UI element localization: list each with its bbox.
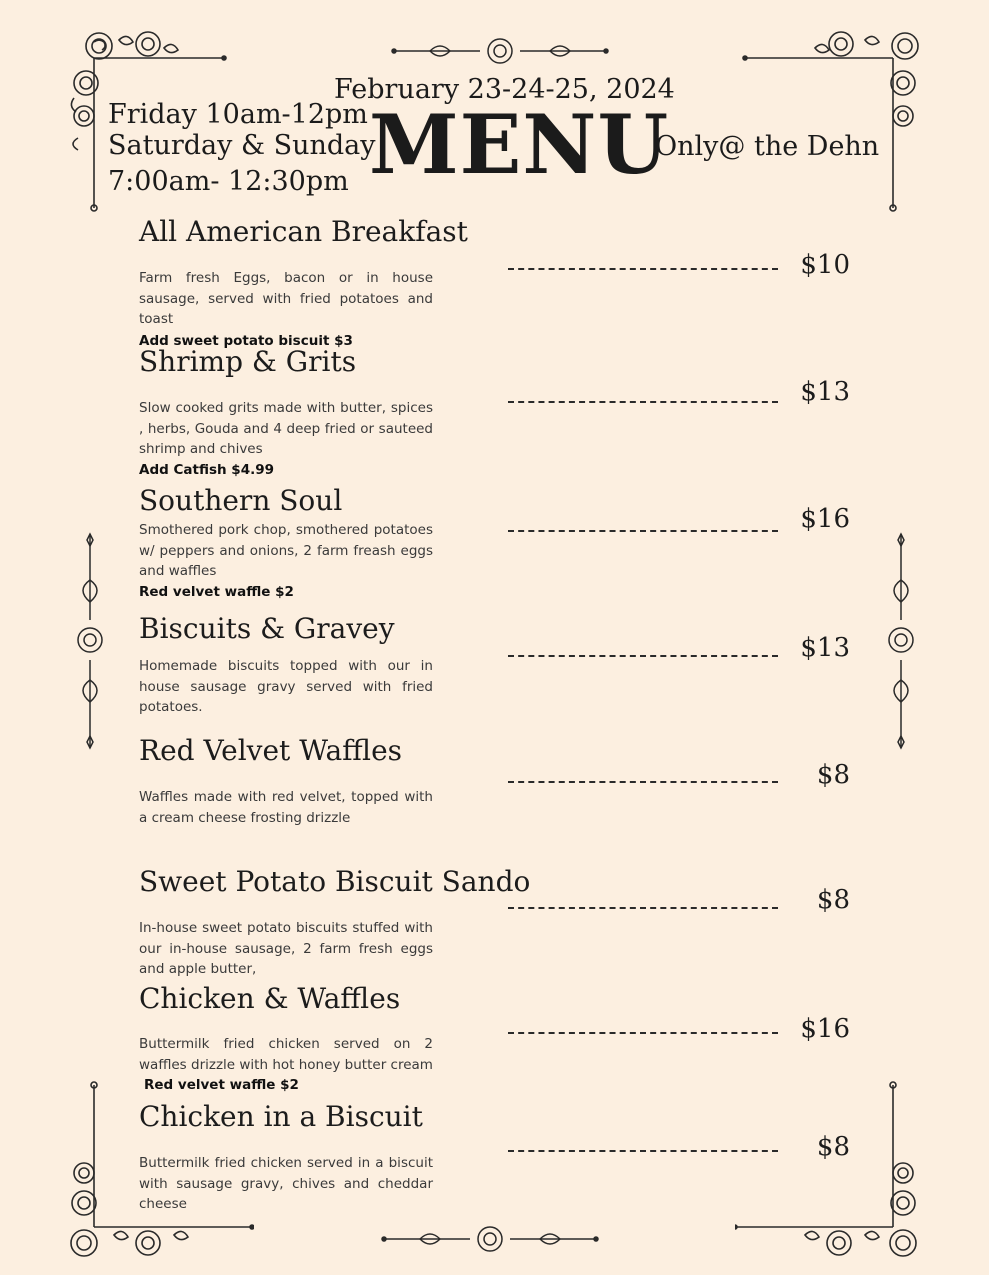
menu-item	[139, 1101, 433, 1215]
rose-corner-icon	[735, 1075, 925, 1265]
item-name: Chicken in a Biscuit	[139, 1100, 423, 1133]
item-addon: Add sweet potato biscuit $3	[139, 332, 353, 349]
item-price: $8	[816, 760, 850, 790]
menu-item	[139, 485, 433, 602]
price-leader	[508, 268, 778, 270]
item-price: $16	[800, 504, 850, 534]
rose-side-icon	[72, 530, 108, 752]
flourish-divider-icon	[390, 32, 610, 70]
menu-item	[139, 613, 433, 718]
item-price: $16	[800, 1014, 850, 1044]
item-description: Smothered pork chop, smothered potatoes w/ peppers and onions, 2 farm freash eggs and waffles	[139, 522, 433, 579]
rose-corner-icon	[735, 28, 925, 218]
price-leader	[508, 1032, 778, 1034]
item-addon: Add Catfish $4.99	[139, 461, 274, 478]
item-name: Southern Soul	[139, 484, 343, 517]
item-price: $13	[800, 633, 850, 663]
price-leader	[508, 781, 778, 783]
item-description: Waffles made with red velvet, topped with a cream cheese frosting drizzle	[139, 789, 433, 826]
item-price: $13	[800, 377, 850, 407]
event-dates: February 23-24-25, 2024	[334, 74, 675, 105]
hours-friday: Friday 10am-12pm	[108, 99, 368, 130]
item-name: Biscuits & Gravey	[139, 612, 395, 645]
item-description: Buttermilk fried chicken served in a biscuit with sausage gravy, chives and cheddar cheese	[139, 1155, 433, 1212]
page-title: MENU	[369, 98, 670, 193]
item-name: Red Velvet Waffles	[139, 734, 403, 767]
flourish-divider-icon	[380, 1220, 600, 1258]
hours-weekend-time: 7:00am- 12:30pm	[108, 166, 349, 197]
item-description: Slow cooked grits made with butter, spices , herbs, Gouda and 4 deep fried or sauteed shrimp and chives	[139, 400, 433, 457]
item-description: Buttermilk fried chicken served on 2 waffles drizzle with hot honey butter cream	[139, 1036, 433, 1073]
menu-item	[139, 735, 433, 828]
item-addon: Red velvet waffle $2	[139, 583, 294, 600]
item-name: All American Breakfast	[139, 215, 468, 248]
item-addon: Red velvet waffle $2	[144, 1077, 299, 1093]
menu-item	[139, 983, 433, 1095]
price-leader	[508, 907, 778, 909]
item-description: Farm fresh Eggs, bacon or in house sausage, served with fried potatoes and toast	[139, 270, 433, 327]
item-name: Shrimp & Grits	[139, 345, 357, 378]
hours-weekend-days: Saturday & Sunday	[108, 130, 376, 161]
item-price: $10	[800, 250, 850, 280]
price-leader	[508, 655, 778, 657]
item-price: $8	[816, 885, 850, 915]
rose-side-icon	[883, 530, 919, 752]
price-leader	[508, 530, 778, 532]
item-name: Chicken & Waffles	[139, 982, 401, 1015]
item-price: $8	[816, 1132, 850, 1162]
venue-name: Only@ the Dehn	[655, 131, 880, 162]
item-description: Homemade biscuits topped with our in house sausage gravy served with fried potatoes.	[139, 658, 433, 715]
price-leader	[508, 1150, 778, 1152]
price-leader	[508, 401, 778, 403]
menu-item	[139, 866, 530, 980]
menu-item	[139, 346, 433, 480]
item-name: Sweet Potato Biscuit Sando	[139, 865, 531, 898]
item-description: In-house sweet potato biscuits stuffed with our in-house sausage, 2 farm fresh eggs and apple butter,	[139, 920, 433, 977]
menu-item	[139, 216, 468, 351]
